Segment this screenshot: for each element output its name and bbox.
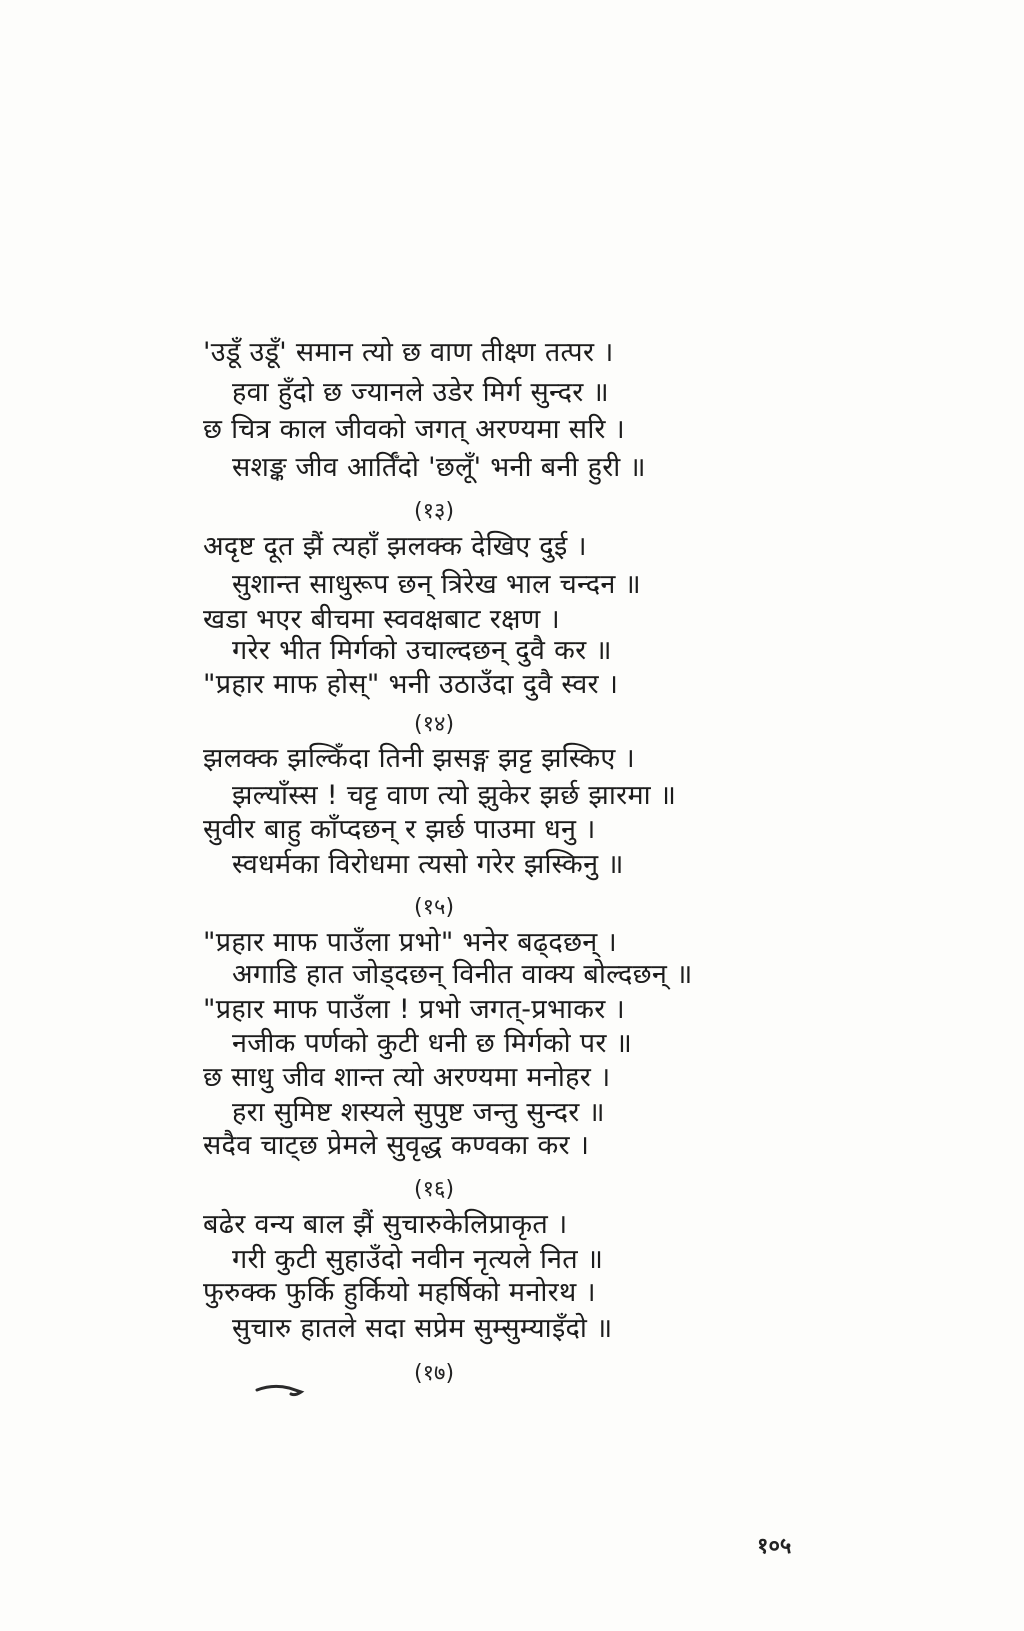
verse-12-line-4: सशङ्क जीव आर्तिँदो 'छलूँ' भनी बनी हुरी ॥ <box>232 452 646 483</box>
verse-15-line-4: नजीक पर्णको कुटी धनी छ मिर्गको पर ॥ <box>232 1028 633 1059</box>
verse-13-line-1: अदृष्ट दूत झैं त्यहाँ झलक्क देखिए दुई । <box>203 531 587 562</box>
page-number: १०५ <box>757 1534 792 1559</box>
verse-13-line-4: गरेर भीत मिर्गको उचाल्दछन् दुवै कर ॥ <box>232 635 612 666</box>
verse-number-13: (१३) <box>414 499 455 524</box>
verse-13-line-5: "प्रहार माफ होस्" भनी उठाउँदा दुवै स्वर । <box>203 669 619 700</box>
verse-number-15: (१५) <box>414 895 455 920</box>
verse-14-line-3: सुवीर बाहु काँप्दछन् र झर्छ पाउमा धनु । <box>203 814 596 845</box>
verse-16-line-4: सुचारु हातले सदा सप्रेम सुम्सुम्याइँदो ॥ <box>232 1313 613 1344</box>
verse-15-line-1: "प्रहार माफ पाउँला प्रभो" भनेर बढ्दछन् । <box>203 927 617 958</box>
verse-12-line-1: 'उडूँ उडूँ' समान त्यो छ वाण तीक्ष्ण तत्पर । <box>203 337 614 368</box>
verse-13-line-2: सुशान्त साधुरूप छन् त्रिरेख भाल चन्दन ॥ <box>232 569 641 600</box>
verse-15-line-6: हरा सुमिष्ट शस्यले सुपुष्ट जन्तु सुन्दर ॥ <box>232 1097 605 1128</box>
verse-16-line-3: फुरुक्क फुर्कि हुर्कियो महर्षिको मनोरथ । <box>203 1277 596 1308</box>
verse-14-line-2: झल्याँस्स ! चट्ट वाण त्यो झुकेर झर्छ झारमा ॥ <box>232 780 677 811</box>
verse-13-line-3: खडा भएर बीचमा स्ववक्षबाट रक्षण । <box>203 604 561 635</box>
verse-14-line-4: स्वधर्मका विरोधमा त्यसो गरेर झस्किनु ॥ <box>232 849 624 880</box>
verse-16-line-2: गरी कुटी सुहाउँदो नवीन नृत्यले नित ॥ <box>232 1244 604 1275</box>
ink-smudge <box>255 1378 315 1402</box>
verse-15-line-2: अगाडि हात जोड्दछन् विनीत वाक्य बोल्दछन् ॥ <box>232 959 693 990</box>
verse-12-line-2: हवा हुँदो छ ज्यानले उडेर मिर्ग सुन्दर ॥ <box>232 377 609 408</box>
verse-number-17: (१७) <box>414 1361 455 1386</box>
verse-15-line-7: सदैव चाट्छ प्रेमले सुवृद्ध कण्वका कर । <box>203 1130 590 1161</box>
verse-15-line-5: छ साधु जीव शान्त त्यो अरण्यमा मनोहर । <box>203 1062 611 1093</box>
verse-12-line-3: छ चित्र काल जीवको जगत् अरण्यमा सरि । <box>203 414 626 445</box>
verse-number-14: (१४) <box>414 712 455 737</box>
verse-14-line-1: झलक्क झल्किँदा तिनी झसङ्ग झट्ट झस्किए । <box>203 743 636 774</box>
verse-number-16: (१६) <box>414 1177 455 1202</box>
verse-15-line-3: "प्रहार माफ पाउँला ! प्रभो जगत्-प्रभाकर । <box>203 994 626 1025</box>
verse-16-line-1: बढेर वन्य बाल झैं सुचारुकेलिप्राकृत । <box>203 1209 568 1240</box>
